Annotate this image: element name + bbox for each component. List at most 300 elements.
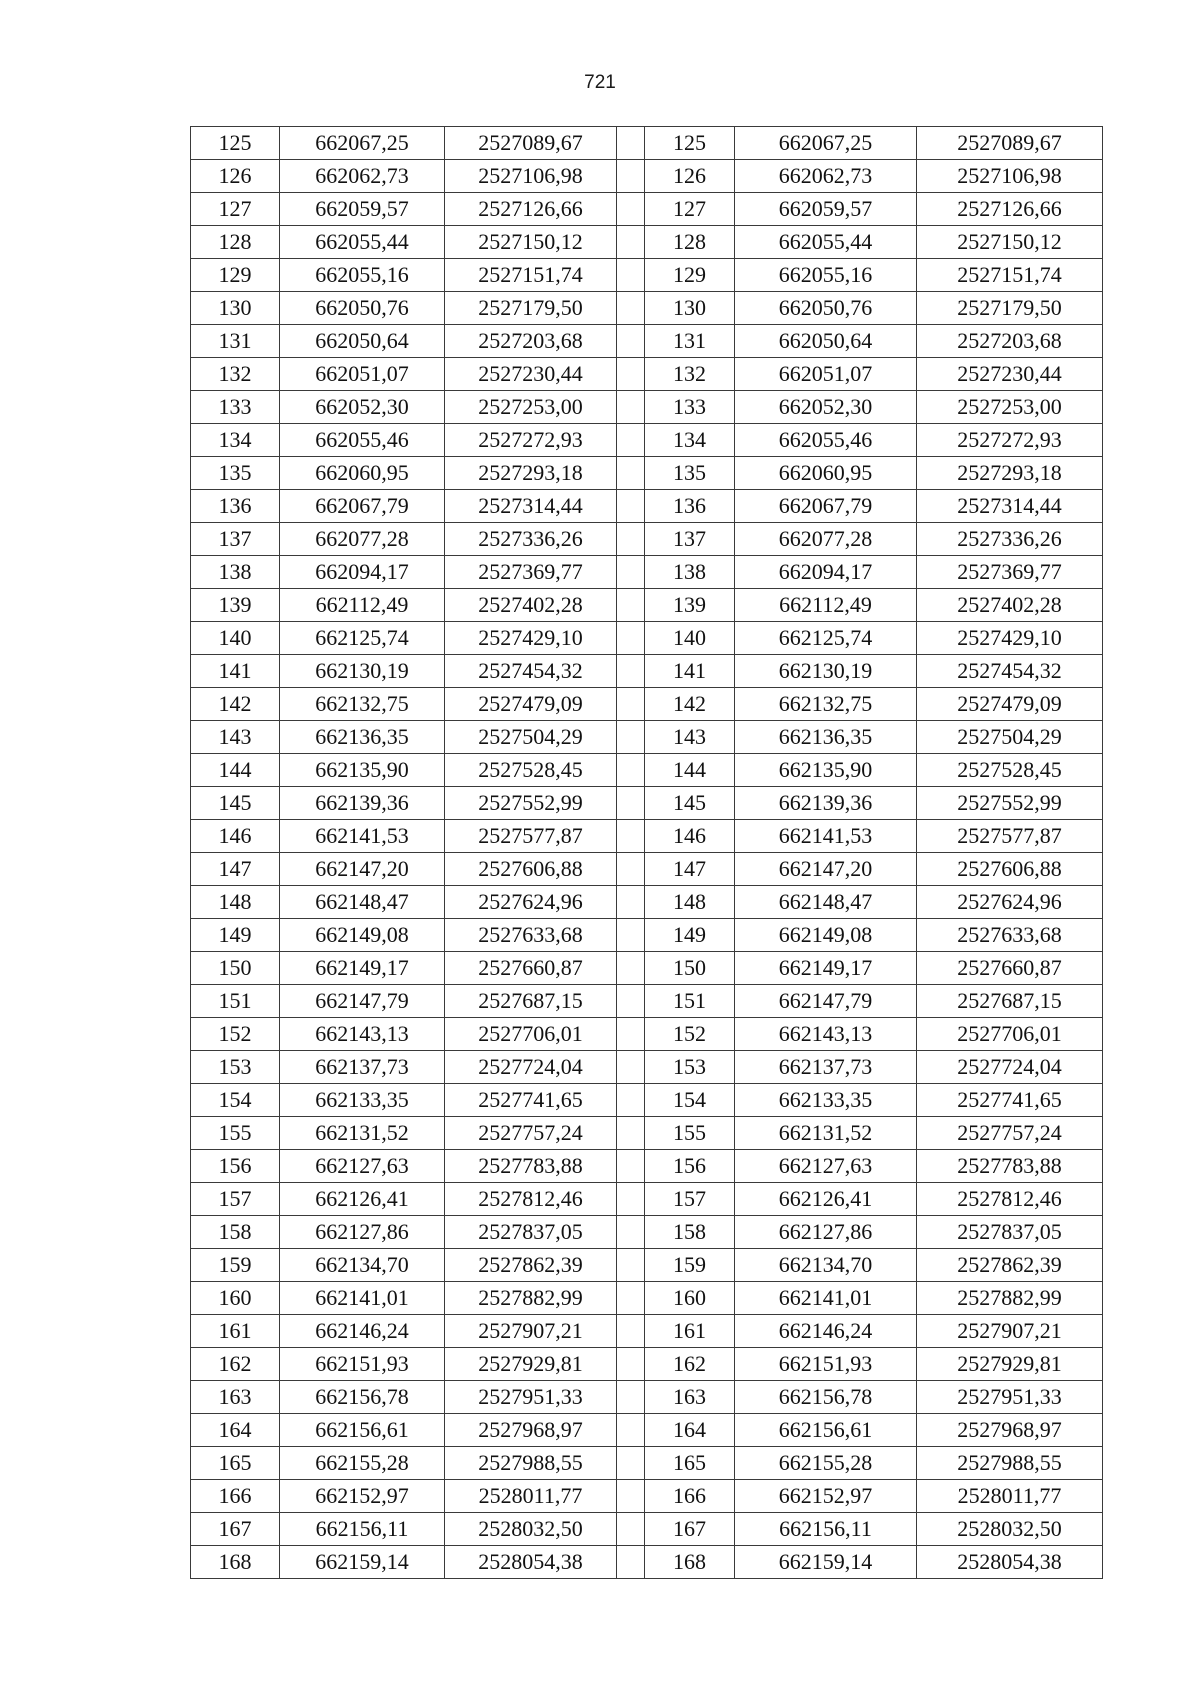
point-number-cell: 137 (191, 523, 280, 556)
y-coordinate-cell: 2527812,46 (917, 1183, 1103, 1216)
y-coordinate-cell: 2527089,67 (917, 127, 1103, 160)
table-row (191, 259, 1103, 292)
x-coordinate-cell: 662139,36 (735, 787, 917, 820)
y-coordinate-cell: 2527724,04 (917, 1051, 1103, 1084)
point-number-cell: 142 (645, 688, 735, 721)
x-coordinate-cell: 662159,14 (280, 1546, 445, 1579)
x-coordinate-cell: 662146,24 (735, 1315, 917, 1348)
y-coordinate-cell: 2527862,39 (917, 1249, 1103, 1282)
table-row (191, 952, 1103, 985)
point-number-cell: 146 (191, 820, 280, 853)
y-coordinate-cell: 2527907,21 (917, 1315, 1103, 1348)
separator-cell (617, 391, 645, 424)
y-coordinate-cell: 2527253,00 (445, 391, 617, 424)
x-coordinate-cell: 662141,53 (735, 820, 917, 853)
table-row (191, 754, 1103, 787)
x-coordinate-cell: 662126,41 (280, 1183, 445, 1216)
point-number-cell: 133 (191, 391, 280, 424)
y-coordinate-cell: 2527577,87 (445, 820, 617, 853)
y-coordinate-cell: 2527783,88 (917, 1150, 1103, 1183)
separator-cell (617, 853, 645, 886)
coordinates-table (190, 126, 1103, 1579)
point-number-cell: 161 (191, 1315, 280, 1348)
y-coordinate-cell: 2527724,04 (445, 1051, 617, 1084)
x-coordinate-cell: 662147,20 (280, 853, 445, 886)
x-coordinate-cell: 662141,53 (280, 820, 445, 853)
y-coordinate-cell: 2527528,45 (917, 754, 1103, 787)
y-coordinate-cell: 2527151,74 (445, 259, 617, 292)
x-coordinate-cell: 662131,52 (735, 1117, 917, 1150)
separator-cell (617, 292, 645, 325)
separator-cell (617, 721, 645, 754)
y-coordinate-cell: 2527454,32 (917, 655, 1103, 688)
y-coordinate-cell: 2527454,32 (445, 655, 617, 688)
table-row (191, 655, 1103, 688)
point-number-cell: 148 (191, 886, 280, 919)
x-coordinate-cell: 662143,13 (735, 1018, 917, 1051)
point-number-cell: 149 (191, 919, 280, 952)
point-number-cell: 132 (645, 358, 735, 391)
x-coordinate-cell: 662156,78 (280, 1381, 445, 1414)
table-row (191, 985, 1103, 1018)
point-number-cell: 136 (645, 490, 735, 523)
x-coordinate-cell: 662059,57 (280, 193, 445, 226)
point-number-cell: 133 (645, 391, 735, 424)
point-number-cell: 127 (645, 193, 735, 226)
point-number-cell: 162 (191, 1348, 280, 1381)
y-coordinate-cell: 2527150,12 (917, 226, 1103, 259)
y-coordinate-cell: 2527907,21 (445, 1315, 617, 1348)
y-coordinate-cell: 2527882,99 (445, 1282, 617, 1315)
x-coordinate-cell: 662067,79 (280, 490, 445, 523)
y-coordinate-cell: 2527757,24 (917, 1117, 1103, 1150)
x-coordinate-cell: 662149,08 (735, 919, 917, 952)
x-coordinate-cell: 662156,11 (280, 1513, 445, 1546)
x-coordinate-cell: 662050,64 (735, 325, 917, 358)
x-coordinate-cell: 662143,13 (280, 1018, 445, 1051)
separator-cell (617, 1513, 645, 1546)
y-coordinate-cell: 2527126,66 (445, 193, 617, 226)
point-number-cell: 126 (645, 160, 735, 193)
point-number-cell: 132 (191, 358, 280, 391)
x-coordinate-cell: 662156,78 (735, 1381, 917, 1414)
separator-cell (617, 226, 645, 259)
table-row (191, 1018, 1103, 1051)
separator-cell (617, 1315, 645, 1348)
y-coordinate-cell: 2527272,93 (917, 424, 1103, 457)
separator-cell (617, 424, 645, 457)
x-coordinate-cell: 662125,74 (735, 622, 917, 655)
x-coordinate-cell: 662137,73 (280, 1051, 445, 1084)
table-row (191, 1414, 1103, 1447)
x-coordinate-cell: 662130,19 (280, 655, 445, 688)
y-coordinate-cell: 2527624,96 (445, 886, 617, 919)
x-coordinate-cell: 662149,17 (735, 952, 917, 985)
table-row (191, 820, 1103, 853)
point-number-cell: 164 (191, 1414, 280, 1447)
y-coordinate-cell: 2527837,05 (917, 1216, 1103, 1249)
point-number-cell: 127 (191, 193, 280, 226)
table-row (191, 325, 1103, 358)
x-coordinate-cell: 662051,07 (735, 358, 917, 391)
point-number-cell: 153 (191, 1051, 280, 1084)
point-number-cell: 131 (645, 325, 735, 358)
separator-cell (617, 919, 645, 952)
x-coordinate-cell: 662055,16 (280, 259, 445, 292)
point-number-cell: 156 (645, 1150, 735, 1183)
y-coordinate-cell: 2527757,24 (445, 1117, 617, 1150)
x-coordinate-cell: 662137,73 (735, 1051, 917, 1084)
separator-cell (617, 1282, 645, 1315)
point-number-cell: 128 (191, 226, 280, 259)
x-coordinate-cell: 662152,97 (735, 1480, 917, 1513)
y-coordinate-cell: 2527253,00 (917, 391, 1103, 424)
table-row (191, 1480, 1103, 1513)
point-number-cell: 146 (645, 820, 735, 853)
x-coordinate-cell: 662134,70 (280, 1249, 445, 1282)
table-row (191, 127, 1103, 160)
point-number-cell: 141 (191, 655, 280, 688)
separator-cell (617, 1051, 645, 1084)
point-number-cell: 130 (191, 292, 280, 325)
point-number-cell: 163 (645, 1381, 735, 1414)
y-coordinate-cell: 2527336,26 (445, 523, 617, 556)
y-coordinate-cell: 2527230,44 (917, 358, 1103, 391)
point-number-cell: 164 (645, 1414, 735, 1447)
point-number-cell: 131 (191, 325, 280, 358)
point-number-cell: 141 (645, 655, 735, 688)
y-coordinate-cell: 2527606,88 (445, 853, 617, 886)
point-number-cell: 144 (191, 754, 280, 787)
y-coordinate-cell: 2527706,01 (917, 1018, 1103, 1051)
x-coordinate-cell: 662094,17 (735, 556, 917, 589)
y-coordinate-cell: 2527314,44 (917, 490, 1103, 523)
point-number-cell: 156 (191, 1150, 280, 1183)
table-row (191, 1183, 1103, 1216)
separator-cell (617, 457, 645, 490)
point-number-cell: 163 (191, 1381, 280, 1414)
x-coordinate-cell: 662135,90 (280, 754, 445, 787)
x-coordinate-cell: 662141,01 (735, 1282, 917, 1315)
x-coordinate-cell: 662077,28 (280, 523, 445, 556)
x-coordinate-cell: 662147,20 (735, 853, 917, 886)
x-coordinate-cell: 662152,97 (280, 1480, 445, 1513)
y-coordinate-cell: 2527369,77 (917, 556, 1103, 589)
point-number-cell: 148 (645, 886, 735, 919)
table-row (191, 358, 1103, 391)
x-coordinate-cell: 662146,24 (280, 1315, 445, 1348)
y-coordinate-cell: 2527429,10 (445, 622, 617, 655)
coordinates-table-body (191, 127, 1103, 1579)
x-coordinate-cell: 662062,73 (280, 160, 445, 193)
y-coordinate-cell: 2527929,81 (445, 1348, 617, 1381)
separator-cell (617, 160, 645, 193)
point-number-cell: 150 (191, 952, 280, 985)
point-number-cell: 138 (191, 556, 280, 589)
y-coordinate-cell: 2527552,99 (917, 787, 1103, 820)
point-number-cell: 157 (645, 1183, 735, 1216)
separator-cell (617, 688, 645, 721)
table-row (191, 391, 1103, 424)
y-coordinate-cell: 2527741,65 (917, 1084, 1103, 1117)
point-number-cell: 145 (645, 787, 735, 820)
point-number-cell: 134 (191, 424, 280, 457)
point-number-cell: 160 (645, 1282, 735, 1315)
y-coordinate-cell: 2527402,28 (445, 589, 617, 622)
x-coordinate-cell: 662135,90 (735, 754, 917, 787)
separator-cell (617, 754, 645, 787)
x-coordinate-cell: 662050,64 (280, 325, 445, 358)
x-coordinate-cell: 662136,35 (280, 721, 445, 754)
y-coordinate-cell: 2527272,93 (445, 424, 617, 457)
y-coordinate-cell: 2527179,50 (445, 292, 617, 325)
x-coordinate-cell: 662130,19 (735, 655, 917, 688)
point-number-cell: 143 (645, 721, 735, 754)
separator-cell (617, 1018, 645, 1051)
point-number-cell: 144 (645, 754, 735, 787)
point-number-cell: 129 (645, 259, 735, 292)
x-coordinate-cell: 662149,17 (280, 952, 445, 985)
point-number-cell: 149 (645, 919, 735, 952)
separator-cell (617, 1348, 645, 1381)
separator-cell (617, 259, 645, 292)
x-coordinate-cell: 662125,74 (280, 622, 445, 655)
x-coordinate-cell: 662155,28 (735, 1447, 917, 1480)
y-coordinate-cell: 2527988,55 (917, 1447, 1103, 1480)
y-coordinate-cell: 2527606,88 (917, 853, 1103, 886)
x-coordinate-cell: 662147,79 (735, 985, 917, 1018)
x-coordinate-cell: 662050,76 (735, 292, 917, 325)
separator-cell (617, 1183, 645, 1216)
y-coordinate-cell: 2527968,97 (917, 1414, 1103, 1447)
point-number-cell: 158 (645, 1216, 735, 1249)
point-number-cell: 152 (191, 1018, 280, 1051)
x-coordinate-cell: 662067,25 (280, 127, 445, 160)
x-coordinate-cell: 662131,52 (280, 1117, 445, 1150)
y-coordinate-cell: 2527929,81 (917, 1348, 1103, 1381)
table-row (191, 1513, 1103, 1546)
y-coordinate-cell: 2527151,74 (917, 259, 1103, 292)
y-coordinate-cell: 2527479,09 (917, 688, 1103, 721)
point-number-cell: 142 (191, 688, 280, 721)
x-coordinate-cell: 662055,44 (735, 226, 917, 259)
x-coordinate-cell: 662052,30 (280, 391, 445, 424)
point-number-cell: 165 (645, 1447, 735, 1480)
x-coordinate-cell: 662077,28 (735, 523, 917, 556)
y-coordinate-cell: 2527552,99 (445, 787, 617, 820)
table-row (191, 292, 1103, 325)
table-row (191, 556, 1103, 589)
y-coordinate-cell: 2527089,67 (445, 127, 617, 160)
x-coordinate-cell: 662052,30 (735, 391, 917, 424)
table-row (191, 853, 1103, 886)
x-coordinate-cell: 662156,61 (280, 1414, 445, 1447)
x-coordinate-cell: 662067,79 (735, 490, 917, 523)
point-number-cell: 155 (645, 1117, 735, 1150)
separator-cell (617, 1249, 645, 1282)
x-coordinate-cell: 662151,93 (735, 1348, 917, 1381)
y-coordinate-cell: 2527660,87 (445, 952, 617, 985)
table-row (191, 523, 1103, 556)
point-number-cell: 140 (645, 622, 735, 655)
separator-cell (617, 1381, 645, 1414)
page-number: 721 (584, 72, 616, 93)
x-coordinate-cell: 662127,63 (280, 1150, 445, 1183)
point-number-cell: 139 (645, 589, 735, 622)
y-coordinate-cell: 2527203,68 (445, 325, 617, 358)
point-number-cell: 158 (191, 1216, 280, 1249)
y-coordinate-cell: 2527203,68 (917, 325, 1103, 358)
point-number-cell: 166 (645, 1480, 735, 1513)
y-coordinate-cell: 2527968,97 (445, 1414, 617, 1447)
x-coordinate-cell: 662127,86 (735, 1216, 917, 1249)
y-coordinate-cell: 2527504,29 (917, 721, 1103, 754)
point-number-cell: 143 (191, 721, 280, 754)
point-number-cell: 155 (191, 1117, 280, 1150)
point-number-cell: 168 (191, 1546, 280, 1579)
table-row (191, 1282, 1103, 1315)
table-row (191, 226, 1103, 259)
y-coordinate-cell: 2528032,50 (445, 1513, 617, 1546)
point-number-cell: 166 (191, 1480, 280, 1513)
separator-cell (617, 556, 645, 589)
table-row (191, 886, 1103, 919)
y-coordinate-cell: 2527812,46 (445, 1183, 617, 1216)
point-number-cell: 147 (645, 853, 735, 886)
point-number-cell: 165 (191, 1447, 280, 1480)
x-coordinate-cell: 662127,86 (280, 1216, 445, 1249)
y-coordinate-cell: 2527660,87 (917, 952, 1103, 985)
y-coordinate-cell: 2528011,77 (917, 1480, 1103, 1513)
table-row (191, 1084, 1103, 1117)
x-coordinate-cell: 662141,01 (280, 1282, 445, 1315)
y-coordinate-cell: 2527706,01 (445, 1018, 617, 1051)
x-coordinate-cell: 662149,08 (280, 919, 445, 952)
y-coordinate-cell: 2527106,98 (445, 160, 617, 193)
x-coordinate-cell: 662136,35 (735, 721, 917, 754)
table-row (191, 490, 1103, 523)
separator-cell (617, 193, 645, 226)
point-number-cell: 159 (191, 1249, 280, 1282)
point-number-cell: 154 (645, 1084, 735, 1117)
separator-cell (617, 820, 645, 853)
x-coordinate-cell: 662126,41 (735, 1183, 917, 1216)
point-number-cell: 154 (191, 1084, 280, 1117)
table-row (191, 1150, 1103, 1183)
y-coordinate-cell: 2527479,09 (445, 688, 617, 721)
separator-cell (617, 325, 645, 358)
x-coordinate-cell: 662132,75 (280, 688, 445, 721)
x-coordinate-cell: 662055,44 (280, 226, 445, 259)
x-coordinate-cell: 662112,49 (280, 589, 445, 622)
x-coordinate-cell: 662127,63 (735, 1150, 917, 1183)
point-number-cell: 153 (645, 1051, 735, 1084)
x-coordinate-cell: 662132,75 (735, 688, 917, 721)
table-row (191, 622, 1103, 655)
y-coordinate-cell: 2527988,55 (445, 1447, 617, 1480)
point-number-cell: 130 (645, 292, 735, 325)
point-number-cell: 160 (191, 1282, 280, 1315)
x-coordinate-cell: 662112,49 (735, 589, 917, 622)
y-coordinate-cell: 2527293,18 (445, 457, 617, 490)
table-row (191, 1381, 1103, 1414)
x-coordinate-cell: 662133,35 (735, 1084, 917, 1117)
y-coordinate-cell: 2527862,39 (445, 1249, 617, 1282)
x-coordinate-cell: 662062,73 (735, 160, 917, 193)
x-coordinate-cell: 662155,28 (280, 1447, 445, 1480)
separator-cell (617, 886, 645, 919)
x-coordinate-cell: 662060,95 (735, 457, 917, 490)
point-number-cell: 139 (191, 589, 280, 622)
point-number-cell: 135 (191, 457, 280, 490)
y-coordinate-cell: 2528032,50 (917, 1513, 1103, 1546)
separator-cell (617, 1447, 645, 1480)
x-coordinate-cell: 662148,47 (735, 886, 917, 919)
y-coordinate-cell: 2527837,05 (445, 1216, 617, 1249)
y-coordinate-cell: 2527951,33 (445, 1381, 617, 1414)
point-number-cell: 125 (191, 127, 280, 160)
separator-cell (617, 358, 645, 391)
point-number-cell: 140 (191, 622, 280, 655)
point-number-cell: 137 (645, 523, 735, 556)
y-coordinate-cell: 2527230,44 (445, 358, 617, 391)
point-number-cell: 159 (645, 1249, 735, 1282)
table-row (191, 1546, 1103, 1579)
y-coordinate-cell: 2527126,66 (917, 193, 1103, 226)
point-number-cell: 126 (191, 160, 280, 193)
table-row (191, 1348, 1103, 1381)
x-coordinate-cell: 662055,46 (735, 424, 917, 457)
x-coordinate-cell: 662059,57 (735, 193, 917, 226)
separator-cell (617, 655, 645, 688)
y-coordinate-cell: 2527336,26 (917, 523, 1103, 556)
y-coordinate-cell: 2527882,99 (917, 1282, 1103, 1315)
x-coordinate-cell: 662147,79 (280, 985, 445, 1018)
point-number-cell: 125 (645, 127, 735, 160)
table-row (191, 424, 1103, 457)
separator-cell (617, 952, 645, 985)
x-coordinate-cell: 662139,36 (280, 787, 445, 820)
y-coordinate-cell: 2528054,38 (445, 1546, 617, 1579)
y-coordinate-cell: 2527402,28 (917, 589, 1103, 622)
point-number-cell: 128 (645, 226, 735, 259)
point-number-cell: 134 (645, 424, 735, 457)
point-number-cell: 167 (645, 1513, 735, 1546)
point-number-cell: 151 (645, 985, 735, 1018)
y-coordinate-cell: 2528054,38 (917, 1546, 1103, 1579)
y-coordinate-cell: 2527741,65 (445, 1084, 617, 1117)
x-coordinate-cell: 662094,17 (280, 556, 445, 589)
point-number-cell: 161 (645, 1315, 735, 1348)
x-coordinate-cell: 662133,35 (280, 1084, 445, 1117)
y-coordinate-cell: 2527687,15 (445, 985, 617, 1018)
y-coordinate-cell: 2527504,29 (445, 721, 617, 754)
point-number-cell: 147 (191, 853, 280, 886)
point-number-cell: 145 (191, 787, 280, 820)
separator-cell (617, 1414, 645, 1447)
separator-cell (617, 589, 645, 622)
table-row (191, 589, 1103, 622)
separator-cell (617, 622, 645, 655)
y-coordinate-cell: 2527369,77 (445, 556, 617, 589)
y-coordinate-cell: 2527577,87 (917, 820, 1103, 853)
separator-cell (617, 1216, 645, 1249)
table-row (191, 1216, 1103, 1249)
table-row (191, 1249, 1103, 1282)
y-coordinate-cell: 2527293,18 (917, 457, 1103, 490)
x-coordinate-cell: 662159,14 (735, 1546, 917, 1579)
separator-cell (617, 787, 645, 820)
